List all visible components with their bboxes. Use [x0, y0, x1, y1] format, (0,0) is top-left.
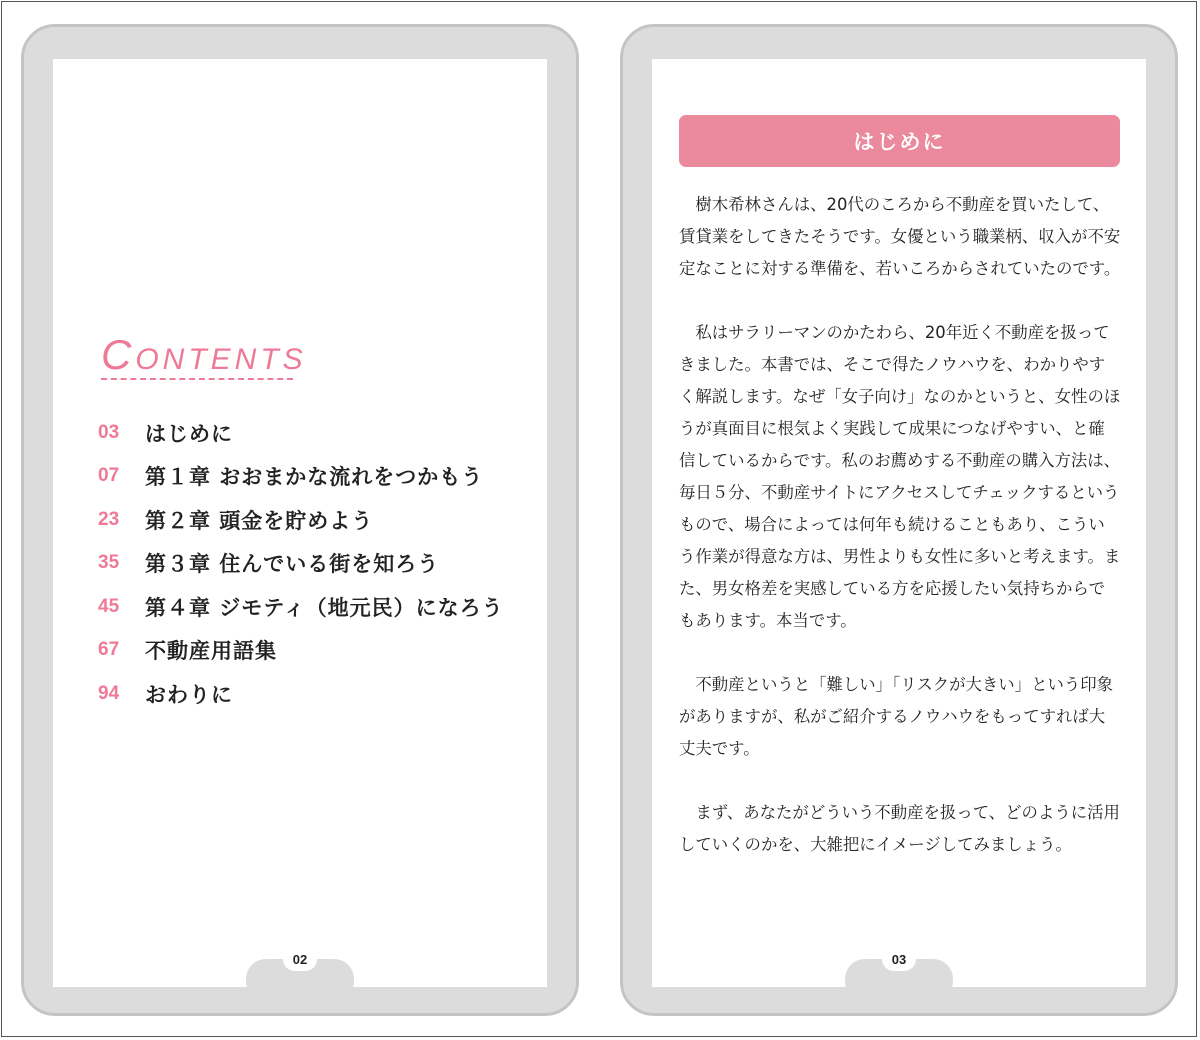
paragraph: 不動産というと「難しい」「リスクが大きい」という印象がありますが、私がご紹介するノウハウをもってすれば大丈夫です。	[679, 675, 1114, 758]
toc-title: 第２章 頭金を貯めよう	[145, 508, 374, 533]
toc-title: はじめに	[145, 421, 233, 446]
toc-page-number: 45	[98, 595, 120, 617]
toc-page-number: 35	[98, 552, 120, 574]
page-number: 02	[283, 947, 317, 971]
toc-title: 第４章 ジモティ（地元民）になろう	[145, 595, 504, 620]
page-number: 03	[882, 947, 916, 971]
body-text	[679, 189, 1121, 893]
toc-page-number: 67	[98, 639, 120, 661]
toc-item[interactable]	[98, 585, 504, 629]
contents-heading-underline	[101, 378, 293, 380]
toc-item[interactable]	[98, 542, 504, 586]
left-device-frame	[21, 24, 579, 1016]
contents-page	[53, 59, 547, 987]
paragraph: まず、あなたがどういう不動産を扱って、どのように活用していくのかを、大雑把にイメージしてみましょう。	[679, 803, 1120, 854]
toc-item[interactable]	[98, 498, 504, 542]
toc-title: 第１章 おおまかな流れをつかもう	[145, 465, 484, 490]
toc-item[interactable]	[98, 629, 504, 673]
paragraph: 私はサラリーマンのかたわら、20年近く不動産を扱ってきました。本書では、そこで得たノウハウを、わかりやすく解説します。なぜ「女子向け」なのかというと、女性のほうが真面目に根気よく実践して成果につなげやすい、と確信しているからです。私のお薦めする不動産の購入方法は、毎日５分、不動産サイトにアクセスしてチェックするというもので、場合によっては何年も続けることもあり、こういう作業が得意な方は、男性よりも女性に多いと考えます。また、男女格差を実感している方を応援したい気持ちからでもあります。本当です。	[679, 323, 1121, 630]
toc-item[interactable]	[98, 411, 504, 455]
paragraph: 樹木希林さんは、20代のころから不動産を買いたして、賃貸業をしてきたそうです。女優という職業柄、収入が不安定なことに対する準備を、若いころからされていたのです。	[679, 195, 1121, 278]
toc-page-number: 23	[98, 508, 120, 530]
table-of-contents	[98, 411, 504, 716]
contents-heading-initial: C	[101, 331, 136, 378]
toc-item[interactable]	[98, 672, 504, 716]
toc-title: 第３章 住んでいる街を知ろう	[145, 552, 440, 577]
toc-item[interactable]	[98, 455, 504, 499]
section-heading: はじめに	[679, 115, 1120, 167]
toc-page-number: 07	[98, 465, 120, 487]
toc-title: 不動産用語集	[145, 639, 277, 664]
toc-title: おわりに	[145, 682, 233, 707]
contents-heading-rest: ONTENTS	[135, 343, 307, 376]
right-device-frame	[620, 24, 1178, 1016]
introduction-page	[652, 59, 1146, 987]
contents-heading	[101, 331, 307, 379]
toc-page-number: 94	[98, 682, 120, 704]
toc-page-number: 03	[98, 421, 120, 443]
